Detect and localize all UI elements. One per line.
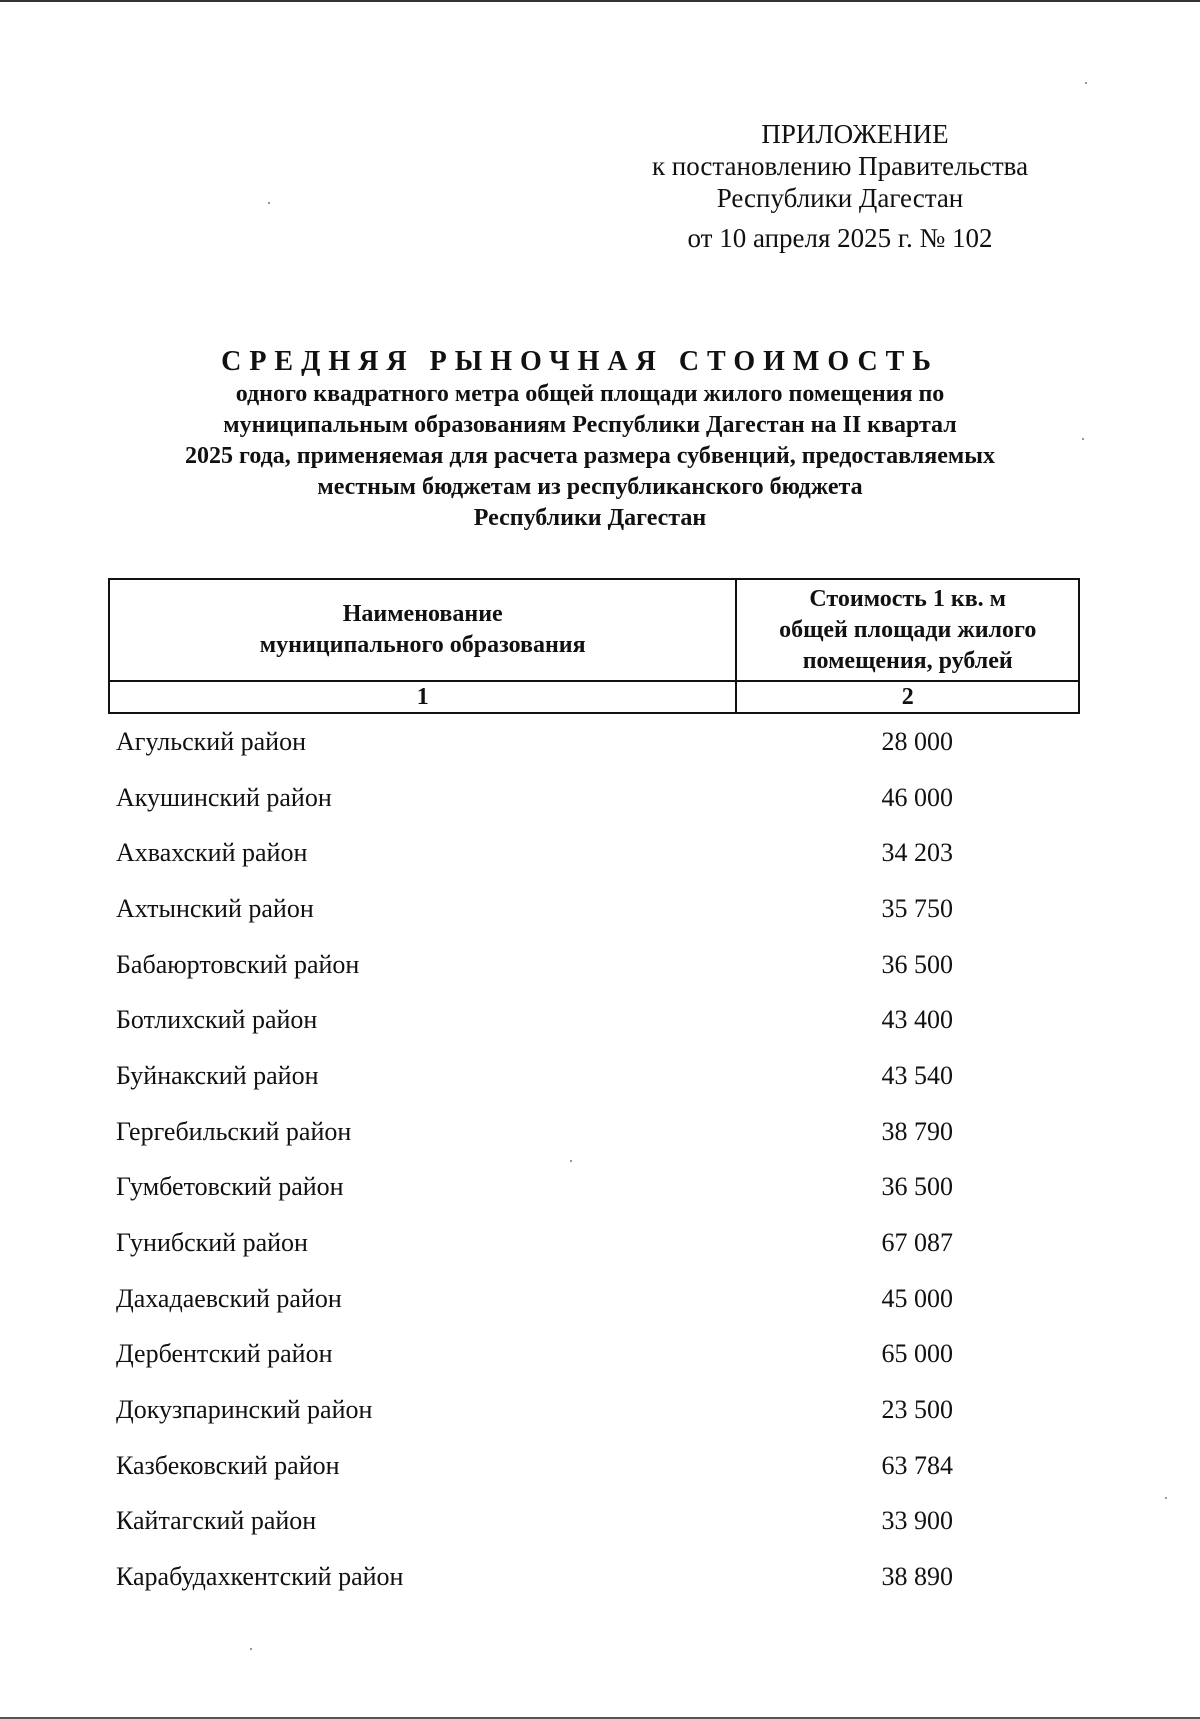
table-row (109, 881, 1079, 937)
cost-value: 38 890 (881, 1562, 953, 1592)
scan-speck (250, 1648, 252, 1650)
table-row (109, 1215, 1079, 1271)
cost-value: 46 000 (881, 782, 953, 812)
cost-value: 65 000 (881, 1339, 953, 1369)
cost-value: 43 540 (881, 1060, 953, 1090)
cost-value: 28 000 (881, 726, 953, 756)
municipality-name: Бабаюртовский район (116, 949, 360, 979)
table-row (109, 937, 1079, 993)
header-cost (736, 579, 1079, 681)
municipality-name: Гумбетовский район (116, 1172, 344, 1202)
municipality-name: Гергебильский район (116, 1116, 352, 1146)
cost-table (108, 578, 1080, 1605)
approval-line-2: к постановлению Правительства (651, 151, 1029, 181)
column-number-2: 2 (736, 681, 1079, 713)
title-line-1: одного квадратного метра общей площади жилого помещения по (235, 381, 945, 407)
cost-value: 36 500 (881, 1172, 953, 1202)
scan-speck (1082, 438, 1084, 440)
table-row (109, 1048, 1079, 1104)
table-row (109, 1271, 1079, 1327)
municipality-name: Ахвахский район (116, 838, 308, 868)
cost-value: 67 087 (881, 1228, 953, 1258)
title-line-2: муниципальным образованиям Республики Дагестан на II квартал (223, 412, 957, 438)
header-municipality-line-1: Наименование (342, 601, 503, 627)
scan-speck (268, 202, 270, 204)
scan-speck (1085, 82, 1087, 84)
approval-block (640, 118, 1040, 254)
cost-value: 35 750 (881, 893, 953, 923)
cost-value: 34 203 (881, 838, 953, 868)
municipality-name: Дахадаевский район (116, 1283, 342, 1313)
scan-speck (570, 1160, 572, 1162)
table-row (109, 1438, 1079, 1494)
table-row (109, 992, 1079, 1048)
table-row (109, 1549, 1079, 1605)
header-municipality-line-2: муниципального образования (259, 632, 586, 658)
header-cost-line-2: общей площади жилого (779, 616, 1037, 643)
cost-value: 45 000 (881, 1283, 953, 1313)
title-line-3: 2025 года, применяемая для расчета размера субвенций, предоставляемых (185, 443, 995, 469)
scan-speck (1165, 1497, 1167, 1499)
municipality-name: Карабудахкентский район (116, 1562, 404, 1592)
cost-value: 63 784 (881, 1450, 953, 1480)
scan-border-top (0, 0, 1200, 2)
municipality-name: Агульский район (116, 726, 306, 756)
table-row (109, 825, 1079, 881)
approval-date: от 10 апреля 2025 г. № 102 (687, 223, 993, 253)
cost-value: 36 500 (881, 949, 953, 979)
header-municipality (109, 579, 736, 681)
table-row (109, 713, 1079, 770)
cost-value: 38 790 (881, 1116, 953, 1146)
table-row (109, 1160, 1079, 1216)
municipality-name: Ахтынский район (116, 893, 314, 923)
municipality-name: Акушинский район (116, 782, 332, 812)
municipality-name: Казбековский район (116, 1450, 340, 1480)
cost-value: 43 400 (881, 1005, 953, 1035)
municipality-name: Кайтагский район (116, 1506, 317, 1536)
title-main: СРЕДНЯЯ РЫНОЧНАЯ СТОИМОСТЬ (221, 346, 939, 377)
table-number-row (109, 681, 1079, 713)
municipality-name: Ботлихский район (116, 1005, 318, 1035)
municipality-name: Буйнакский район (116, 1060, 319, 1090)
document-title (90, 345, 1090, 534)
municipality-name: Дербентский район (116, 1339, 333, 1369)
approval-line-3: Республики Дагестан (716, 183, 964, 213)
header-cost-line-1: Стоимость 1 кв. м (809, 585, 1007, 612)
title-line-5: Республики Дагестан (473, 505, 707, 531)
cost-value: 33 900 (881, 1506, 953, 1536)
title-line-4: местным бюджетам из республиканского бюджета (317, 474, 863, 500)
table-row (109, 1327, 1079, 1383)
approval-heading: ПРИЛОЖЕНИЕ (761, 119, 949, 149)
table-body (109, 713, 1079, 1605)
header-cost-line-3: помещения, рублей (802, 647, 1013, 674)
municipality-name: Докузпаринский район (116, 1395, 373, 1425)
column-number-1: 1 (109, 681, 736, 713)
table-row (109, 1104, 1079, 1160)
table-row (109, 1494, 1079, 1550)
table-header-row (109, 579, 1079, 681)
municipality-name: Гунибский район (116, 1228, 308, 1258)
cost-value: 23 500 (881, 1395, 953, 1425)
table-row (109, 770, 1079, 826)
table-row (109, 1382, 1079, 1438)
